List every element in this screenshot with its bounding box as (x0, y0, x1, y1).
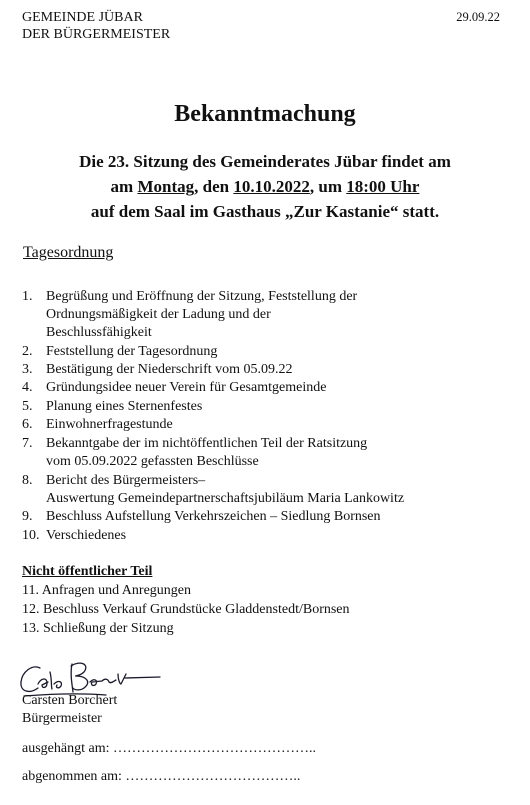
private-agenda-item: 13. Schließung der Sitzung (22, 621, 174, 636)
agenda-item: 9. Beschluss Aufstellung Verkehrszeichen – Siedlung Bornsen (22, 509, 381, 524)
private-agenda-item: 11. Anfragen und Anregungen (22, 583, 191, 598)
agenda-item-continuation: Ordnungsmäßigkeit der Ladung und der (46, 307, 271, 322)
meeting-date: 10.10.2022 (233, 177, 310, 196)
announcement-line-3: auf dem Saal im Gasthaus „Zur Kastanie“ statt. (90, 202, 440, 221)
agenda-item: 6. Einwohnerfragestunde (22, 417, 173, 432)
meeting-time: 18:00 Uhr (346, 177, 420, 196)
private-section-heading: Nicht öffentlicher Teil (22, 564, 153, 579)
signatory-role: Bürgermeister (22, 711, 102, 726)
agenda-item-continuation: vom 05.09.2022 gefassten Beschlüsse (46, 454, 259, 469)
posted-date-line: ausgehängt am: …………………………………….. (22, 741, 316, 756)
agenda-item: 7. Bekanntgabe der im nichtöffentlichen Teil der Ratsitzung (22, 436, 368, 451)
agenda-item-continuation: Beschlussfähigkeit (46, 325, 152, 340)
municipality-name: GEMEINDE JÜBAR (22, 10, 143, 25)
agenda-item: 4. Gründungsidee neuer Verein für Gesamtgemeinde (22, 380, 327, 395)
agenda-item: 10. Verschiedenes (22, 528, 127, 543)
meeting-weekday: Montag (137, 177, 195, 196)
private-agenda-item: 12. Beschluss Verkauf Grundstücke Gladdenstedt/Bornsen (22, 602, 350, 617)
announcement-line-2: am Montag, den 10.10.2022, um 18:00 Uhr (110, 177, 420, 196)
agenda-item-continuation: Auswertung Gemeindepartnerschaftsjubiläum Maria Lankowitz (46, 491, 405, 506)
announcement-line-1: Die 23. Sitzung des Gemeinderates Jübar findet am (79, 152, 451, 171)
page-title: Bekanntmachung (174, 101, 356, 127)
agenda-item: 5. Planung eines Sternenfestes (22, 399, 203, 414)
agenda-heading: Tagesordnung (23, 244, 114, 261)
agenda-item: 2. Feststellung der Tagesordnung (22, 344, 218, 359)
agenda-item: 3. Bestätigung der Niederschrift vom 05.09.22 (22, 362, 293, 377)
removed-date-line: abgenommen am: ……………………………….. (22, 769, 301, 784)
office-name: DER BÜRGERMEISTER (22, 27, 171, 42)
document-date: 29.09.22 (456, 10, 500, 24)
signatory-name: Carsten Borchert (22, 693, 118, 708)
agenda-item: 1. Begrüßung und Eröffnung der Sitzung, Feststellung der (22, 289, 358, 304)
agenda-item: 8. Bericht des Bürgermeisters– (22, 473, 206, 488)
